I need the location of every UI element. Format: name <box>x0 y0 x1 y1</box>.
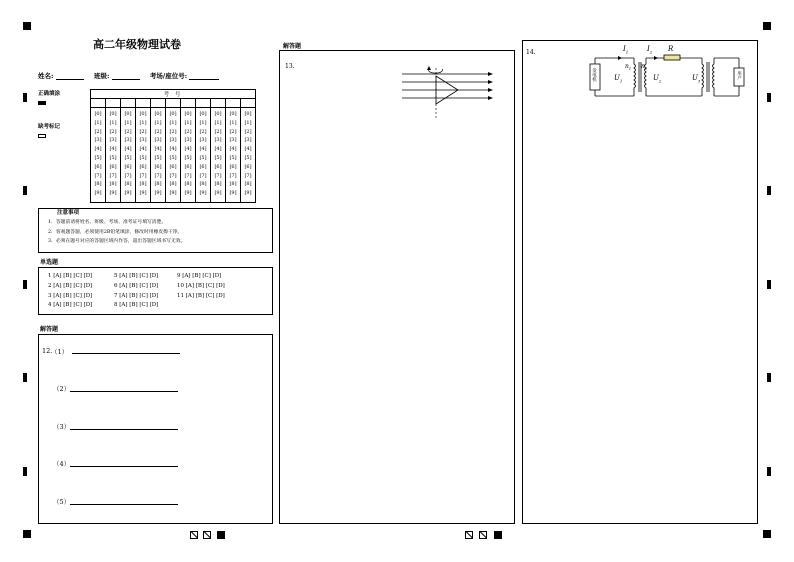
exam-number-column <box>91 108 106 203</box>
exam-digit-bubble[interactable]: [5] <box>229 154 237 161</box>
choice-option-row[interactable]: 1 [A] [B] [C] [D] <box>48 273 93 279</box>
exam-digit-bubble[interactable]: [9] <box>199 190 207 197</box>
notes-item: 3．必须在题号对应的答题区域内作答，超出答题区域书写无效。 <box>48 239 186 244</box>
exam-digit-bubble[interactable]: [9] <box>229 190 237 197</box>
exam-digit-bubble[interactable]: [4] <box>184 146 192 153</box>
exam-digit-bubble[interactable]: [5] <box>244 154 252 161</box>
exam-digit-bubble[interactable]: [0] <box>154 111 162 117</box>
exam-digit-bubble[interactable]: [5] <box>169 154 177 161</box>
exam-digit-bubble[interactable]: [9] <box>109 190 117 197</box>
page-mark-slash <box>190 531 198 539</box>
exam-number-header: 考 号 <box>91 90 256 99</box>
question-12-part-5: （5） <box>53 498 71 506</box>
exam-digit-bubble[interactable]: [8] <box>244 181 252 188</box>
exam-digit-bubble[interactable]: [1] <box>169 119 177 126</box>
exam-digit-bubble[interactable]: [6] <box>94 163 102 170</box>
answer-14-box[interactable] <box>522 40 758 524</box>
exam-number-write-cell[interactable] <box>151 99 166 108</box>
exam-digit-bubble[interactable]: [6] <box>169 163 177 170</box>
exam-digit-bubble[interactable]: [1] <box>139 119 147 126</box>
exam-digit-bubble[interactable]: [8] <box>169 181 177 188</box>
page-title: 高二年级物理试卷 <box>93 38 181 51</box>
single-choice-title: 单选题 <box>40 259 59 266</box>
choice-option-row[interactable]: 8 [A] [B] [C] [D] <box>114 302 159 308</box>
exam-number-column <box>211 108 226 203</box>
timing-mark <box>767 280 771 289</box>
exam-digit-bubble[interactable]: [4] <box>169 146 177 153</box>
correct-fill-label: 正确填涂 <box>38 91 61 97</box>
exam-digit-bubble[interactable]: [1] <box>94 119 102 126</box>
exam-digit-bubble[interactable]: [3] <box>139 137 147 144</box>
exam-digit-bubble[interactable]: [5] <box>94 154 102 161</box>
answer-12-line-5[interactable] <box>70 504 178 505</box>
question-12-number: 12. <box>42 347 53 355</box>
exam-digit-bubble[interactable]: [7] <box>229 172 237 179</box>
choice-option-row[interactable]: 10 [A] [B] [C] [D] <box>177 283 225 289</box>
turns-n1-label: $n_1$ <box>625 63 632 72</box>
notes-item: 1．答题前请将姓名、班级、考场、准考证号填写清楚。 <box>48 220 167 225</box>
answer-12-line-3[interactable] <box>70 429 178 430</box>
exam-digit-bubble[interactable]: [9] <box>139 190 147 197</box>
corner-mark-bottom-right <box>763 530 771 538</box>
exam-digit-bubble[interactable]: [2] <box>229 128 237 135</box>
generator-label: 发电机 <box>591 68 597 82</box>
resistor-label: R <box>668 45 674 53</box>
exam-digit-bubble[interactable]: [5] <box>214 154 222 161</box>
exam-digit-bubble[interactable]: [5] <box>199 154 207 161</box>
exam-number-column <box>196 108 211 203</box>
exam-number-column <box>166 108 181 203</box>
answer-12-line-4[interactable] <box>70 466 178 467</box>
choice-option-row[interactable]: 7 [A] [B] [C] [D] <box>114 293 159 299</box>
exam-digit-bubble[interactable]: [7] <box>184 172 192 179</box>
question-12-part-2: （2） <box>53 385 71 393</box>
exam-number-write-cell[interactable] <box>211 99 226 108</box>
choice-option-row[interactable]: 4 [A] [B] [C] [D] <box>48 302 93 308</box>
exam-digit-bubble[interactable]: [6] <box>199 163 207 170</box>
exam-digit-bubble[interactable]: [8] <box>199 181 207 188</box>
voltage-u2-label: $U_2$ <box>653 74 662 84</box>
exam-digit-bubble[interactable]: [7] <box>214 172 222 179</box>
exam-digit-bubble[interactable]: [5] <box>154 154 162 161</box>
exam-digit-bubble[interactable]: [0] <box>229 111 237 117</box>
page-mark-solid <box>494 531 502 539</box>
middle-section-title: 解答题 <box>283 43 302 50</box>
exam-digit-bubble[interactable]: [2] <box>139 128 147 135</box>
timing-mark <box>767 93 771 102</box>
exam-digit-bubble[interactable]: [2] <box>94 128 102 135</box>
exam-digit-bubble[interactable]: [8] <box>109 181 117 188</box>
exam-digit-bubble[interactable]: [3] <box>214 137 222 144</box>
exam-digit-bubble[interactable]: [3] <box>154 137 162 144</box>
exam-digit-bubble[interactable]: [2] <box>124 128 132 135</box>
exam-number-write-cell[interactable] <box>121 99 136 108</box>
page-mark-slash <box>203 531 211 539</box>
exam-digit-bubble[interactable]: [9] <box>214 190 222 197</box>
exam-digit-bubble[interactable]: [6] <box>109 163 117 170</box>
corner-mark-top-left <box>23 22 31 30</box>
exam-digit-bubble[interactable]: [3] <box>229 137 237 144</box>
exam-number-write-cell[interactable] <box>91 99 106 108</box>
exam-digit-bubble[interactable]: [3] <box>124 137 132 144</box>
exam-digit-bubble[interactable]: [4] <box>109 146 117 153</box>
user-label: 用户 <box>736 71 742 80</box>
exam-number-write-cell[interactable] <box>166 99 181 108</box>
exam-number-grid <box>90 89 256 203</box>
exam-digit-bubble[interactable]: [0] <box>199 111 207 117</box>
exam-digit-bubble[interactable]: [9] <box>94 190 102 197</box>
exam-digit-bubble[interactable]: [7] <box>94 172 102 179</box>
exam-digit-bubble[interactable]: [4] <box>139 146 147 153</box>
question-13-figure <box>398 64 494 120</box>
exam-digit-bubble[interactable]: [9] <box>184 190 192 197</box>
exam-digit-bubble[interactable]: [8] <box>94 181 102 188</box>
exam-digit-bubble[interactable]: [7] <box>169 172 177 179</box>
exam-digit-bubble[interactable]: [0] <box>169 111 177 117</box>
exam-digit-bubble[interactable]: [7] <box>154 172 162 179</box>
exam-digit-bubble[interactable]: [7] <box>244 172 252 179</box>
exam-digit-bubble[interactable]: [4] <box>214 146 222 153</box>
exam-digit-bubble[interactable]: [7] <box>124 172 132 179</box>
name-label: 姓名: <box>38 72 54 80</box>
exam-digit-bubble[interactable]: [6] <box>214 163 222 170</box>
exam-digit-bubble[interactable]: [1] <box>109 119 117 126</box>
question-12-part-4: （4） <box>53 460 71 468</box>
exam-number-write-cell[interactable] <box>106 99 121 108</box>
choice-option-row[interactable]: 3 [A] [B] [C] [D] <box>48 293 93 299</box>
exam-digit-bubble[interactable]: [6] <box>244 163 252 170</box>
exam-number-write-cell[interactable] <box>196 99 211 108</box>
class-label: 班级: <box>93 72 110 80</box>
timing-mark <box>23 467 27 476</box>
exam-number-write-cell[interactable] <box>136 99 151 108</box>
exam-digit-bubble[interactable]: [1] <box>154 119 162 126</box>
exam-digit-bubble[interactable]: [8] <box>139 181 147 188</box>
exam-number-column <box>241 108 256 203</box>
current-i1-label: $I_1$ <box>623 45 629 55</box>
exam-digit-bubble[interactable]: [0] <box>214 111 222 117</box>
exam-digit-bubble[interactable]: [5] <box>139 154 147 161</box>
exam-digit-bubble[interactable]: [2] <box>109 128 117 135</box>
question-14-number: 14. <box>526 49 536 56</box>
exam-digit-bubble[interactable]: [3] <box>184 137 192 144</box>
exam-digit-bubble[interactable]: [0] <box>139 111 147 117</box>
exam-digit-bubble[interactable]: [3] <box>109 137 117 144</box>
room-seat-field[interactable] <box>189 79 219 80</box>
exam-digit-bubble[interactable]: [4] <box>244 146 252 153</box>
class-field[interactable] <box>112 79 140 80</box>
timing-mark <box>767 467 771 476</box>
notes-item: 2．客观题答题，必须使用2B铅笔填涂，修改时用橡皮擦干净。 <box>48 230 183 235</box>
exam-number-column <box>136 108 151 203</box>
exam-digit-bubble[interactable]: [5] <box>124 154 132 161</box>
name-field[interactable] <box>56 79 84 80</box>
question-14-circuit <box>586 44 756 104</box>
answer-13-box[interactable] <box>279 50 515 524</box>
exam-digit-bubble[interactable]: [7] <box>109 172 117 179</box>
exam-digit-bubble[interactable]: [2] <box>154 128 162 135</box>
timing-mark <box>23 93 27 102</box>
exam-digit-bubble[interactable]: [6] <box>184 163 192 170</box>
exam-digit-bubble[interactable]: [3] <box>94 137 102 144</box>
corner-mark-bottom-left <box>23 530 31 538</box>
answer-section-title: 解答题 <box>40 326 59 333</box>
missing-exam-label: 缺考标记 <box>38 124 61 130</box>
exam-number-write-cell[interactable] <box>181 99 196 108</box>
room-seat-label: 考场/座位号: <box>149 72 188 80</box>
exam-digit-bubble[interactable]: [3] <box>169 137 177 144</box>
exam-digit-bubble[interactable]: [7] <box>199 172 207 179</box>
exam-number-write-cell[interactable] <box>226 99 241 108</box>
question-12-part-3: （3） <box>53 423 71 431</box>
page-mark-slash <box>465 531 473 539</box>
exam-digit-bubble[interactable]: [1] <box>124 119 132 126</box>
exam-digit-bubble[interactable]: [2] <box>214 128 222 135</box>
timing-mark <box>23 373 27 382</box>
correct-fill-sample <box>38 101 46 105</box>
exam-number-column <box>106 108 121 203</box>
exam-digit-bubble[interactable]: [8] <box>124 181 132 188</box>
exam-number-column <box>226 108 241 203</box>
exam-digit-bubble[interactable]: [6] <box>139 163 147 170</box>
exam-digit-bubble[interactable]: [6] <box>124 163 132 170</box>
exam-digit-bubble[interactable]: [2] <box>169 128 177 135</box>
page-mark-slash <box>479 531 487 539</box>
exam-digit-bubble[interactable]: [0] <box>124 111 132 117</box>
choice-option-row[interactable]: 5 [A] [B] [C] [D] <box>114 273 159 279</box>
exam-digit-bubble[interactable]: [8] <box>214 181 222 188</box>
exam-digit-bubble[interactable]: [6] <box>154 163 162 170</box>
page-mark-solid <box>217 531 225 539</box>
exam-digit-bubble[interactable]: [9] <box>124 190 132 197</box>
exam-digit-bubble[interactable]: [4] <box>94 146 102 153</box>
exam-digit-bubble[interactable]: [5] <box>109 154 117 161</box>
notes-title: 注意事项 <box>57 210 80 216</box>
exam-digit-bubble[interactable]: [2] <box>244 128 252 135</box>
answer-12-line-2[interactable] <box>70 391 178 392</box>
exam-digit-bubble[interactable]: [1] <box>244 119 252 126</box>
missing-exam-box[interactable] <box>38 134 46 138</box>
corner-mark-top-right <box>763 22 771 30</box>
student-info-row <box>38 73 219 80</box>
voltage-u3-label: $U_3$ <box>692 74 701 84</box>
exam-digit-bubble[interactable]: [2] <box>184 128 192 135</box>
timing-mark <box>23 280 27 289</box>
exam-digit-bubble[interactable]: [3] <box>244 137 252 144</box>
exam-digit-bubble[interactable]: [7] <box>139 172 147 179</box>
timing-mark <box>767 186 771 195</box>
exam-digit-bubble[interactable]: [8] <box>229 181 237 188</box>
question-13-number: 13. <box>285 63 295 70</box>
turns-n2-label: $n_2$ <box>641 63 648 72</box>
exam-digit-bubble[interactable]: [1] <box>184 119 192 126</box>
exam-digit-bubble[interactable]: [0] <box>184 111 192 117</box>
exam-digit-bubble[interactable]: [3] <box>199 137 207 144</box>
exam-digit-bubble[interactable]: [4] <box>124 146 132 153</box>
choice-option-row[interactable]: 6 [A] [B] [C] [D] <box>114 283 159 289</box>
exam-digit-bubble[interactable]: [0] <box>94 111 102 117</box>
exam-digit-bubble[interactable]: [4] <box>229 146 237 153</box>
exam-digit-bubble[interactable]: [9] <box>154 190 162 197</box>
timing-mark <box>767 373 771 382</box>
exam-digit-bubble[interactable]: [1] <box>214 119 222 126</box>
exam-number-column <box>181 108 196 203</box>
exam-digit-bubble[interactable]: [0] <box>244 111 252 117</box>
choice-option-row[interactable]: 11 [A] [B] [C] [D] <box>177 293 225 299</box>
exam-number-column <box>121 108 136 203</box>
answer-12-line-1[interactable] <box>72 353 180 354</box>
exam-digit-bubble[interactable]: [0] <box>109 111 117 117</box>
current-i2-label: $I_2$ <box>647 45 653 55</box>
exam-number-column <box>151 108 166 203</box>
voltage-u1-label: $U_1$ <box>614 74 623 84</box>
exam-number-write-cell[interactable] <box>241 99 256 108</box>
exam-digit-bubble[interactable]: [8] <box>154 181 162 188</box>
exam-digit-bubble[interactable]: [4] <box>154 146 162 153</box>
timing-mark <box>23 186 27 195</box>
exam-digit-bubble[interactable]: [8] <box>184 181 192 188</box>
choice-option-row[interactable]: 2 [A] [B] [C] [D] <box>48 283 93 289</box>
exam-digit-bubble[interactable]: [1] <box>199 119 207 126</box>
exam-digit-bubble[interactable]: [9] <box>244 190 252 197</box>
exam-digit-bubble[interactable]: [6] <box>229 163 237 170</box>
exam-digit-bubble[interactable]: [9] <box>169 190 177 197</box>
exam-digit-bubble[interactable]: [4] <box>199 146 207 153</box>
exam-digit-bubble[interactable]: [5] <box>184 154 192 161</box>
choice-option-row[interactable]: 9 [A] [B] [C] [D] <box>177 273 222 279</box>
question-12-part-1: （1） <box>51 348 69 356</box>
exam-digit-bubble[interactable]: [1] <box>229 119 237 126</box>
exam-digit-bubble[interactable]: [2] <box>199 128 207 135</box>
